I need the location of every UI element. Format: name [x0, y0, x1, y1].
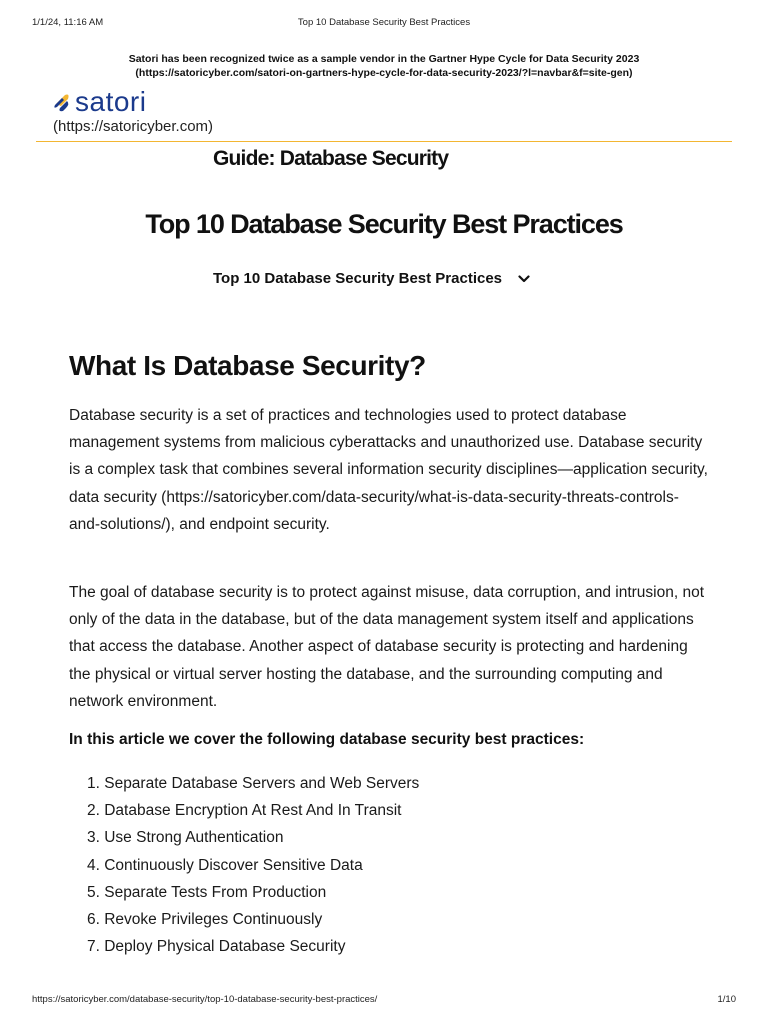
page-title: Top 10 Database Security Best Practices	[145, 209, 623, 239]
logo-url-link[interactable]: (https://satoricyber.com)	[53, 118, 214, 135]
list-item[interactable]: 7. Deploy Physical Database Security	[87, 938, 346, 956]
guide-label[interactable]: Guide: Database Security	[213, 147, 449, 170]
satori-logo-icon	[52, 91, 72, 113]
satori-logo[interactable]	[52, 88, 146, 116]
list-item[interactable]: 5. Separate Tests From Production	[87, 883, 327, 901]
best-practices-list	[87, 770, 419, 960]
chevron-down-icon	[518, 275, 530, 283]
print-header	[0, 17, 768, 31]
table-of-contents-toggle[interactable]	[213, 270, 530, 287]
intro-paragraph: Database security is a set of practices and technologies used to protect database management systems from malicious cyberattacks and unauthorized use. Database security is a complex task that combines several information security disciplines—application security, data security (https://satoricyber.com/data-security/what-is-data-security-threats-controls-and-solutions/), and endpoint security.	[69, 407, 708, 533]
header-divider	[36, 141, 732, 142]
list-item[interactable]: 2. Database Encryption At Rest And In Transit	[87, 802, 402, 820]
list-item[interactable]: 4. Continuously Discover Sensitive Data	[87, 856, 363, 874]
print-footer-url: https://satoricyber.com/database-security/top-10-database-security-best-practices/	[32, 994, 378, 1005]
list-item[interactable]: 1. Separate Database Servers and Web Servers	[87, 775, 420, 792]
list-item[interactable]: 3. Use Strong Authentication	[87, 829, 284, 847]
list-item[interactable]: 6. Revoke Privileges Continuously	[87, 911, 323, 929]
toc-label: Top 10 Database Security Best Practices	[213, 270, 503, 287]
goal-paragraph: The goal of database security is to protect against misuse, data corruption, and intrusion, not only of the data in the database, but of the data management system itself and applications that access the database. Another aspect of database security is protecting and hardening the physical or virtual server hosting the database, and the surrounding computing and network environment.	[69, 584, 705, 710]
banner-text[interactable]: Satori has been recognized twice as a sample vendor in the Gartner Hype Cycle for Data Security 2023	[128, 53, 640, 65]
print-datetime: 1/1/24, 11:16 AM	[32, 17, 104, 28]
announcement-banner[interactable]	[0, 52, 768, 80]
section-heading: What Is Database Security?	[69, 350, 426, 381]
page-number: 1/10	[717, 994, 736, 1005]
banner-link[interactable]: (https://satoricyber.com/satori-on-gartners-hype-cycle-for-data-security-2023/?l=navbar&f=site-gen)	[135, 67, 633, 79]
best-practices-lead: In this article we cover the following database security best practices:	[69, 731, 585, 748]
print-title: Top 10 Database Security Best Practices	[297, 17, 471, 28]
logo-wordmark: satori	[75, 86, 147, 117]
